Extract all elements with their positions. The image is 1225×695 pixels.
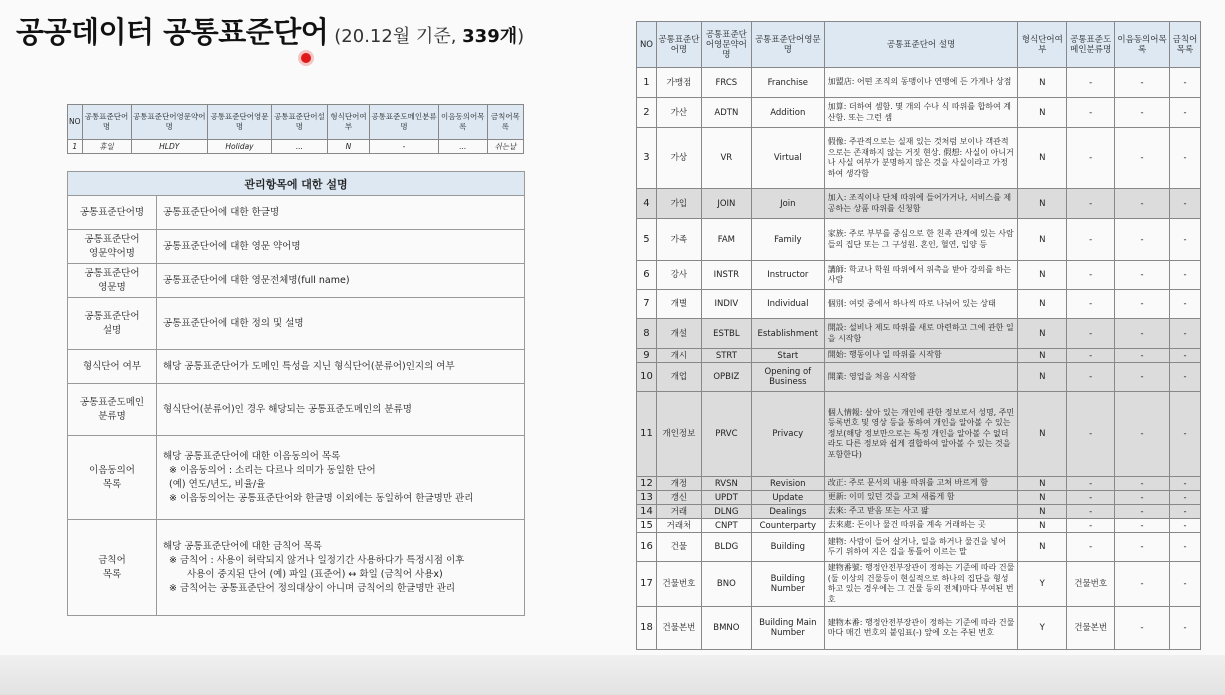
word-cell-no: 16 <box>637 533 657 562</box>
word-cell-ban: - <box>1169 261 1200 290</box>
word-cell-desc: 開設: 설비나 제도 따위를 새로 마련하고 그에 관한 일을 시작함 <box>824 319 1018 349</box>
mgmt-value-line: ※ 이음동의어는 공통표준단어와 한글명 이외에는 동일하여 한글명만 관리 <box>169 492 474 504</box>
sample-cell: - <box>370 140 438 154</box>
mgmt-key-line: 목록 <box>102 568 122 580</box>
word-cell-fmt: N <box>1018 261 1067 290</box>
sample-header-cell: 형식단어여부 <box>327 105 370 140</box>
mgmt-key <box>68 520 157 616</box>
sample-header-cell: 공통표준단어영문약어명 <box>131 105 207 140</box>
word-cell-syn: - <box>1115 128 1170 189</box>
word-cell-name: 개시 <box>656 349 701 363</box>
word-cell-no: 18 <box>637 607 657 650</box>
word-cell-abbr: STRT <box>701 349 751 363</box>
word-cell-eng: Opening of Business <box>751 363 824 392</box>
sample-header-cell: 공통표준단어영문명 <box>207 105 271 140</box>
word-cell-syn: - <box>1115 363 1170 392</box>
word-cell-domain: - <box>1067 491 1115 505</box>
word-cell-name: 개설 <box>656 319 701 349</box>
word-cell-name: 거래 <box>656 505 701 519</box>
mgmt-row <box>68 384 525 436</box>
word-table <box>636 21 1201 650</box>
mgmt-value <box>157 384 525 436</box>
mgmt-value-line: 공통표준단어에 대한 영문 약어명 <box>163 240 301 252</box>
word-header-cell: 공통표준단어 설명 <box>824 22 1018 68</box>
word-cell-ban: - <box>1169 477 1200 491</box>
mgmt-value-line: 해당 공통표준단어에 대한 이음동의어 목록 <box>163 450 341 462</box>
word-cell-ban: - <box>1169 128 1200 189</box>
word-cell-fmt: N <box>1018 290 1067 319</box>
word-header-cell: 금칙어목록 <box>1169 22 1200 68</box>
word-cell-desc: 建物番號: 행정안전부장관이 정하는 기준에 따라 건물(둘 이상의 건물등이 현실적으로 하나의 집단을 형성하고 있는 경우에는 그 건물 등의 전체)마다 부여된 번호 <box>824 562 1018 607</box>
word-row <box>637 68 1201 98</box>
word-cell-fmt: N <box>1018 349 1067 363</box>
word-header-cell: 공통표준단어영문명 <box>751 22 824 68</box>
word-cell-abbr: JOIN <box>701 189 751 219</box>
word-row <box>637 98 1201 128</box>
word-cell-eng: Establishment <box>751 319 824 349</box>
word-cell-domain: - <box>1067 68 1115 98</box>
mgmt-key-line: 공통표준단어명 <box>79 206 145 218</box>
word-cell-ban: - <box>1169 219 1200 261</box>
word-cell-no: 13 <box>637 491 657 505</box>
sample-cell: N <box>327 140 370 154</box>
mgmt-key <box>68 350 157 384</box>
word-cell-domain: - <box>1067 128 1115 189</box>
word-cell-no: 12 <box>637 477 657 491</box>
word-cell-desc: 去來: 주고 받음 또는 사고 팖 <box>824 505 1018 519</box>
word-cell-syn: - <box>1115 562 1170 607</box>
word-cell-fmt: N <box>1018 519 1067 533</box>
bottom-band <box>0 655 1225 695</box>
mgmt-key-line: 공통표준단어 <box>84 310 140 322</box>
mgmt-key <box>68 264 157 298</box>
word-cell-desc: 加算: 더하여 셈함. 몇 개의 수나 식 따위를 합하여 계산함. 또는 그런 셈 <box>824 98 1018 128</box>
word-cell-domain: - <box>1067 290 1115 319</box>
word-cell-domain: - <box>1067 319 1115 349</box>
word-cell-eng: Virtual <box>751 128 824 189</box>
word-cell-desc: 加入: 조직이나 단체 따위에 들어가거나, 서비스를 제공하는 상품 따위를 신청함 <box>824 189 1018 219</box>
word-row <box>637 477 1201 491</box>
mgmt-value-line: 형식단어(분류어)인 경우 해당되는 공통표준도메인의 분류명 <box>163 403 412 415</box>
word-row <box>637 219 1201 261</box>
mgmt-key <box>68 196 157 230</box>
mgmt-row <box>68 196 525 230</box>
word-cell-domain: - <box>1067 477 1115 491</box>
mgmt-value-line: 해당 공통표준단어에 대한 금칙어 목록 <box>163 540 322 552</box>
word-cell-name: 건물 <box>656 533 701 562</box>
word-cell-eng: Join <box>751 189 824 219</box>
word-cell-desc: 開業: 영업을 처음 시작함 <box>824 363 1018 392</box>
word-header-cell: 공통표준단어명 <box>656 22 701 68</box>
word-cell-no: 14 <box>637 505 657 519</box>
title-main: 공공데이터 공통표준단어 <box>16 15 329 49</box>
word-cell-eng: Building Number <box>751 562 824 607</box>
word-cell-abbr: ADTN <box>701 98 751 128</box>
word-cell-abbr: OPBIZ <box>701 363 751 392</box>
word-cell-name: 개업 <box>656 363 701 392</box>
word-header-cell: NO <box>637 22 657 68</box>
word-cell-domain: - <box>1067 219 1115 261</box>
word-cell-abbr: PRVC <box>701 392 751 477</box>
word-cell-abbr: FRCS <box>701 68 751 98</box>
word-cell-domain: 건물본번 <box>1067 607 1115 650</box>
word-row <box>637 319 1201 349</box>
word-cell-desc: 改正: 주로 문서의 내용 따위를 고쳐 바르게 함 <box>824 477 1018 491</box>
word-cell-no: 9 <box>637 349 657 363</box>
word-row <box>637 189 1201 219</box>
sample-header-cell: 이음동의어목록 <box>438 105 487 140</box>
word-cell-fmt: N <box>1018 219 1067 261</box>
word-cell-name: 강사 <box>656 261 701 290</box>
word-cell-name: 가산 <box>656 98 701 128</box>
word-cell-fmt: N <box>1018 128 1067 189</box>
word-cell-desc: 個別: 여럿 중에서 하나씩 따로 나뉘어 있는 상태 <box>824 290 1018 319</box>
word-cell-name: 가족 <box>656 219 701 261</box>
word-cell-name: 개별 <box>656 290 701 319</box>
word-row <box>637 491 1201 505</box>
word-cell-ban: - <box>1169 349 1200 363</box>
mgmt-value-line: ※ 금칙어는 공통표준단어 정의대상이 아니며 금칙어의 한글명만 관리 <box>169 582 456 594</box>
word-cell-eng: Addition <box>751 98 824 128</box>
word-cell-ban: - <box>1169 505 1200 519</box>
word-cell-eng: Counterparty <box>751 519 824 533</box>
word-header-cell: 이음동의어목록 <box>1115 22 1170 68</box>
word-cell-syn: - <box>1115 219 1170 261</box>
word-cell-desc: 更新: 이미 있던 것을 고쳐 새롭게 함 <box>824 491 1018 505</box>
word-cell-syn: - <box>1115 349 1170 363</box>
word-cell-no: 3 <box>637 128 657 189</box>
mgmt-key <box>68 298 157 350</box>
word-cell-ban: - <box>1169 363 1200 392</box>
word-row <box>637 363 1201 392</box>
word-cell-syn: - <box>1115 519 1170 533</box>
word-cell-eng: Start <box>751 349 824 363</box>
word-cell-abbr: ESTBL <box>701 319 751 349</box>
word-cell-no: 10 <box>637 363 657 392</box>
word-cell-fmt: Y <box>1018 562 1067 607</box>
mgmt-key-line: 공통표준단어 <box>84 233 140 245</box>
word-cell-syn: - <box>1115 491 1170 505</box>
title-count: 339개 <box>462 26 518 47</box>
word-cell-abbr: BMNO <box>701 607 751 650</box>
sample-header-cell: 공통표준도메인분류명 <box>370 105 438 140</box>
word-cell-eng: Privacy <box>751 392 824 477</box>
word-cell-no: 11 <box>637 392 657 477</box>
word-cell-abbr: CNPT <box>701 519 751 533</box>
word-cell-abbr: FAM <box>701 219 751 261</box>
sample-cell: ... <box>438 140 487 154</box>
word-cell-domain: - <box>1067 189 1115 219</box>
mgmt-key-line: 목록 <box>102 478 122 490</box>
word-cell-eng: Building <box>751 533 824 562</box>
word-cell-eng: Instructor <box>751 261 824 290</box>
word-cell-name: 가입 <box>656 189 701 219</box>
sample-header-cell: 금칙어목록 <box>487 105 523 140</box>
mgmt-key-line: 공통표준도메인 <box>79 396 145 408</box>
word-cell-name: 가맹점 <box>656 68 701 98</box>
sample-cell: ... <box>272 140 328 154</box>
word-cell-ban: - <box>1169 189 1200 219</box>
word-cell-ban: - <box>1169 562 1200 607</box>
word-cell-domain: - <box>1067 349 1115 363</box>
mgmt-row <box>68 264 525 298</box>
title-sub-post: ) <box>517 26 525 47</box>
word-cell-no: 15 <box>637 519 657 533</box>
word-cell-domain: - <box>1067 533 1115 562</box>
word-cell-syn: - <box>1115 189 1170 219</box>
word-cell-ban: - <box>1169 68 1200 98</box>
word-row <box>637 349 1201 363</box>
mgmt-value-line: ※ 금칙어 : 사용이 허락되지 않거나 일정기간 사용하다가 특정시점 이후 <box>169 554 465 566</box>
word-cell-syn: - <box>1115 607 1170 650</box>
mgmt-key-line: 분류명 <box>98 410 126 422</box>
word-cell-domain: - <box>1067 261 1115 290</box>
word-cell-ban: - <box>1169 491 1200 505</box>
word-row <box>637 519 1201 533</box>
word-header-cell: 공통표준단어영문약어명 <box>701 22 751 68</box>
word-cell-eng: Franchise <box>751 68 824 98</box>
word-cell-eng: Update <box>751 491 824 505</box>
word-cell-name: 개인정보 <box>656 392 701 477</box>
word-cell-desc: 建物本番: 행정안전부장관이 정하는 기준에 따라 건물마다 매긴 번호의 붙임표(-) 앞에 오는 주된 번호 <box>824 607 1018 650</box>
mgmt-key-line: 영문약어명 <box>89 247 135 259</box>
word-header-cell: 형식단어여부 <box>1018 22 1067 68</box>
word-cell-eng: Revision <box>751 477 824 491</box>
word-cell-syn: - <box>1115 68 1170 98</box>
mgmt-value <box>157 196 525 230</box>
word-cell-syn: - <box>1115 98 1170 128</box>
word-cell-syn: - <box>1115 392 1170 477</box>
word-row <box>637 607 1201 650</box>
word-cell-syn: - <box>1115 505 1170 519</box>
sample-table <box>67 104 524 154</box>
word-cell-ban: - <box>1169 519 1200 533</box>
word-row <box>637 392 1201 477</box>
page-title <box>16 10 524 51</box>
sample-cell: HLDY <box>131 140 207 154</box>
word-cell-name: 개정 <box>656 477 701 491</box>
word-cell-name: 건물번호 <box>656 562 701 607</box>
mgmt-value <box>157 436 525 520</box>
mgmt-key <box>68 384 157 436</box>
word-cell-name: 거래처 <box>656 519 701 533</box>
word-cell-syn: - <box>1115 290 1170 319</box>
word-cell-abbr: UPDT <box>701 491 751 505</box>
mgmt-row <box>68 436 525 520</box>
word-cell-syn: - <box>1115 533 1170 562</box>
word-cell-ban: - <box>1169 290 1200 319</box>
mgmt-key-line: 금칙어 <box>98 554 126 566</box>
word-cell-desc: 加盟店: 어떤 조직의 동맹이나 연맹에 든 가게나 상점 <box>824 68 1018 98</box>
word-cell-fmt: Y <box>1018 607 1067 650</box>
word-cell-name: 건물본번 <box>656 607 701 650</box>
word-cell-domain: - <box>1067 519 1115 533</box>
word-cell-no: 2 <box>637 98 657 128</box>
word-cell-desc: 個人情報: 살아 있는 개인에 관한 정보로서 성명, 주민등록번호 및 영상 등을 통하여 개인을 알아볼 수 있는 정보(해당 정보만으로는 특정 개인을 알아볼 수 없더라도 다른 정보와 쉽게 결합하여 알아볼 수 있는 것을 포함한다) <box>824 392 1018 477</box>
mgmt-value <box>157 264 525 298</box>
mgmt-key-line: 이음동의어 <box>89 464 135 476</box>
word-cell-fmt: N <box>1018 363 1067 392</box>
word-cell-domain: - <box>1067 98 1115 128</box>
word-cell-fmt: N <box>1018 189 1067 219</box>
mgmt-row <box>68 520 525 616</box>
sample-header-cell: NO <box>68 105 83 140</box>
word-cell-name: 갱신 <box>656 491 701 505</box>
word-cell-name: 가상 <box>656 128 701 189</box>
sample-cell: 쉬는날 <box>487 140 523 154</box>
word-cell-fmt: N <box>1018 477 1067 491</box>
sample-cell: 1 <box>68 140 83 154</box>
word-cell-ban: - <box>1169 392 1200 477</box>
word-row <box>637 290 1201 319</box>
word-cell-domain: - <box>1067 363 1115 392</box>
word-cell-no: 6 <box>637 261 657 290</box>
mgmt-key-line: 공통표준단어 <box>84 267 140 279</box>
word-cell-domain: - <box>1067 505 1115 519</box>
word-cell-eng: Family <box>751 219 824 261</box>
word-cell-no: 5 <box>637 219 657 261</box>
word-cell-abbr: BNO <box>701 562 751 607</box>
word-cell-no: 17 <box>637 562 657 607</box>
word-cell-fmt: N <box>1018 319 1067 349</box>
word-cell-ban: - <box>1169 98 1200 128</box>
word-cell-eng: Individual <box>751 290 824 319</box>
word-row <box>637 261 1201 290</box>
word-cell-no: 4 <box>637 189 657 219</box>
mgmt-value <box>157 230 525 264</box>
title-sub-pre: (20.12월 기준, <box>334 26 463 47</box>
pointer-dot <box>301 53 311 63</box>
mgmt-table <box>67 171 525 616</box>
mgmt-row <box>68 350 525 384</box>
mgmt-value-line: 사용이 중지된 단어 (예) 파일 (표준어) ↔ 화일 (금칙어 사용x) <box>187 568 443 580</box>
word-row <box>637 533 1201 562</box>
word-cell-fmt: N <box>1018 98 1067 128</box>
word-row <box>637 505 1201 519</box>
word-cell-domain: 건물번호 <box>1067 562 1115 607</box>
word-cell-abbr: RVSN <box>701 477 751 491</box>
mgmt-value-line: 공통표준단어에 대한 정의 및 설명 <box>163 317 304 329</box>
word-cell-domain: - <box>1067 392 1115 477</box>
sample-header-cell: 공통표준단어설명 <box>272 105 328 140</box>
mgmt-key-line: 영문명 <box>98 281 126 293</box>
mgmt-row <box>68 298 525 350</box>
word-cell-desc: 家族: 주로 부부를 중심으로 한 친족 관계에 있는 사람들의 집단 또는 그 구성원. 혼인, 혈연, 입양 등 <box>824 219 1018 261</box>
word-cell-fmt: N <box>1018 533 1067 562</box>
word-cell-ban: - <box>1169 607 1200 650</box>
word-cell-syn: - <box>1115 477 1170 491</box>
word-cell-desc: 建物: 사람이 들어 살거나, 일을 하거나 물건을 넣어 두기 위하여 지은 집을 통틀어 이르는 말 <box>824 533 1018 562</box>
mgmt-value-line: (예) 연도/년도, 비율/율 <box>169 478 266 490</box>
mgmt-value <box>157 298 525 350</box>
word-header-cell: 공통표준도메인분류명 <box>1067 22 1115 68</box>
word-cell-abbr: INSTR <box>701 261 751 290</box>
word-cell-desc: 開始: 행동이나 일 따위를 시작함 <box>824 349 1018 363</box>
mgmt-key-line: 설명 <box>102 324 122 336</box>
sample-cell: Holiday <box>207 140 271 154</box>
mgmt-value <box>157 350 525 384</box>
word-cell-desc: 講師: 학교나 학원 따위에서 위촉을 받아 강의를 하는 사람 <box>824 261 1018 290</box>
mgmt-value-line: 공통표준단어에 대한 한글명 <box>163 206 280 218</box>
sample-header-cell: 공통표준단어명 <box>82 105 131 140</box>
word-cell-syn: - <box>1115 319 1170 349</box>
word-cell-desc: 去來處: 돈이나 물건 따위를 계속 거래하는 곳 <box>824 519 1018 533</box>
word-cell-abbr: BLDG <box>701 533 751 562</box>
word-cell-syn: - <box>1115 261 1170 290</box>
word-cell-fmt: N <box>1018 505 1067 519</box>
word-cell-no: 7 <box>637 290 657 319</box>
sample-cell: 휴일 <box>82 140 131 154</box>
word-cell-eng: Building Main Number <box>751 607 824 650</box>
mgmt-row <box>68 230 525 264</box>
mgmt-header: 관리항목에 대한 설명 <box>68 172 525 196</box>
word-cell-no: 8 <box>637 319 657 349</box>
word-cell-abbr: VR <box>701 128 751 189</box>
word-cell-ban: - <box>1169 319 1200 349</box>
mgmt-value-line: 공통표준단어에 대한 영문전체명(full name) <box>163 274 350 286</box>
mgmt-value <box>157 520 525 616</box>
mgmt-key-line: 형식단어 여부 <box>82 360 142 372</box>
word-cell-abbr: DLNG <box>701 505 751 519</box>
word-cell-ban: - <box>1169 533 1200 562</box>
mgmt-value-line: 해당 공통표준단어가 도메인 특성을 지닌 형식단어(분류어)인지의 여부 <box>163 360 455 372</box>
word-cell-fmt: N <box>1018 491 1067 505</box>
word-cell-abbr: INDIV <box>701 290 751 319</box>
word-cell-fmt: N <box>1018 68 1067 98</box>
word-cell-desc: 假像: 주관적으로는 실재 있는 것처럼 보이나 객관적으로는 존재하지 않는 거짓 현상. 假想: 사실이 아니거나 사실 여부가 분명하지 않은 것을 사실이라고 가정하여 생각함 <box>824 128 1018 189</box>
word-row <box>637 562 1201 607</box>
mgmt-value-line: ※ 이음동의어 : 소리는 다르나 의미가 동일한 단어 <box>169 464 376 476</box>
word-row <box>637 128 1201 189</box>
mgmt-key <box>68 436 157 520</box>
word-cell-no: 1 <box>637 68 657 98</box>
title-sub <box>334 26 524 47</box>
word-cell-eng: Dealings <box>751 505 824 519</box>
word-cell-fmt: N <box>1018 392 1067 477</box>
mgmt-key <box>68 230 157 264</box>
